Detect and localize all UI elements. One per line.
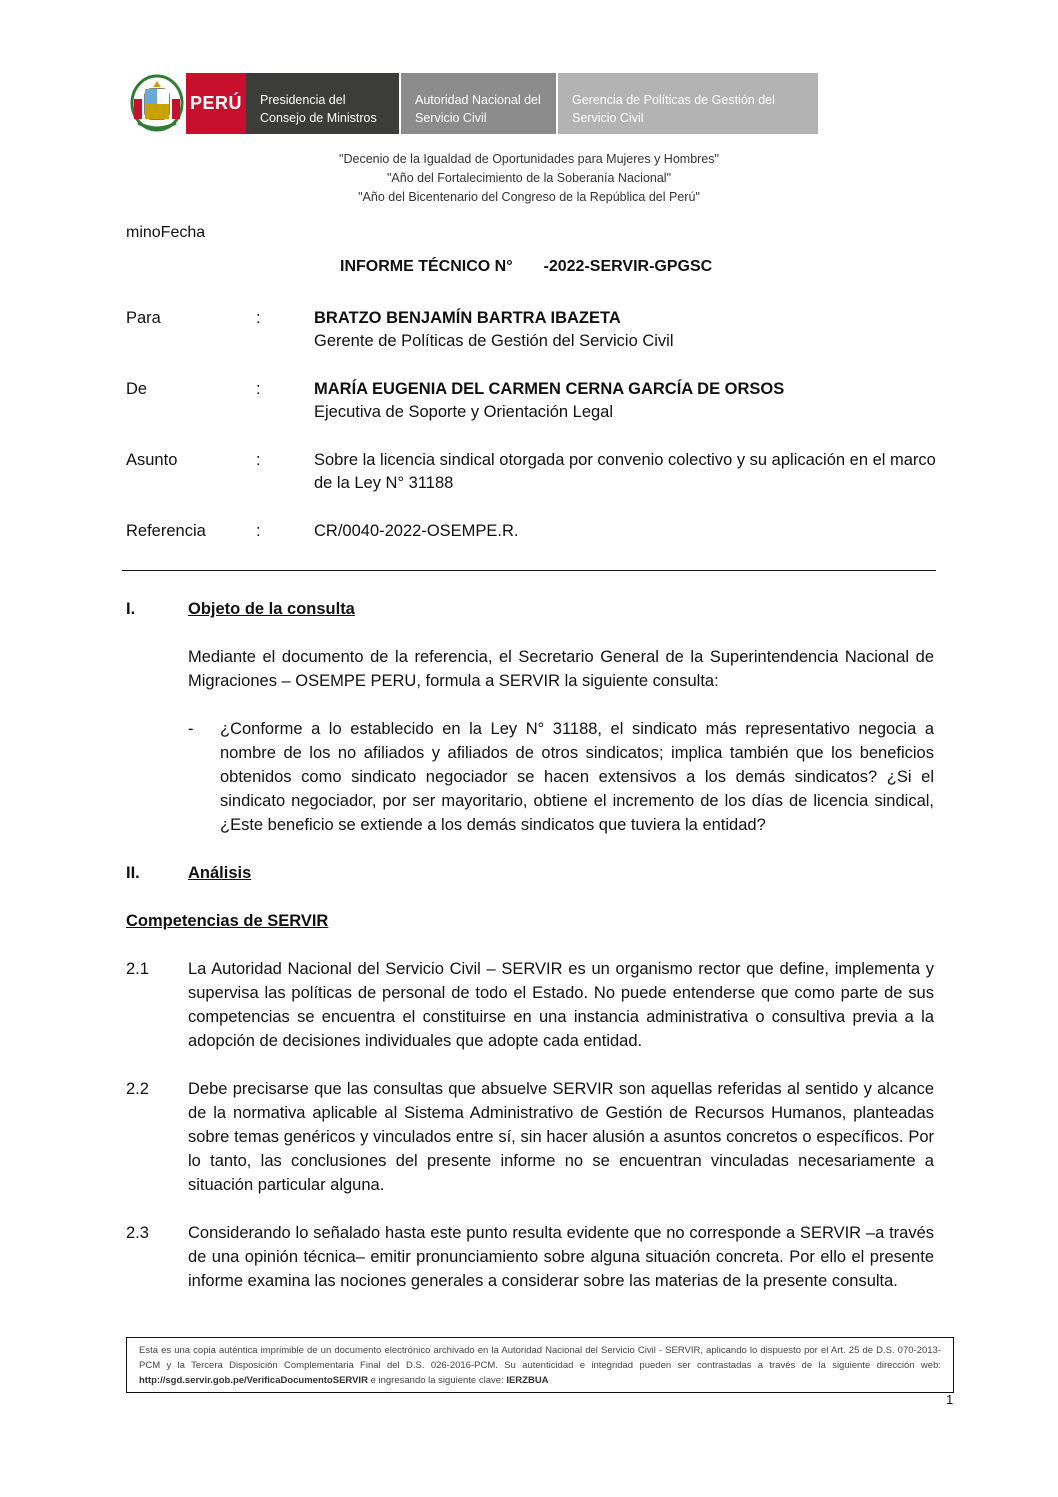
paragraph-number: 2.3 <box>126 1224 149 1242</box>
field-label: Referencia <box>126 522 206 540</box>
horizontal-divider <box>122 570 936 571</box>
paragraph-number: 2.1 <box>126 960 149 978</box>
institutional-header <box>128 73 818 134</box>
notice-text-middle: e ingresando la siguiente clave: <box>367 1375 507 1386</box>
decenio-block <box>0 150 1058 207</box>
paragraph-2-1 <box>126 957 934 1053</box>
header-gerencia: Gerencia de Políticas de Gestión del Servicio Civil <box>558 73 818 134</box>
report-title <box>340 258 712 276</box>
memo-fields <box>126 307 936 568</box>
consulta-intro: Mediante el documento de la referencia, el Secretario General de la Superintendencia Nacional de Migraciones – OSEMPE PERU, formula a SERVIR la siguiente consulta: <box>188 648 934 690</box>
recipient-name: BRATZO BENJAMÍN BARTRA IBAZETA <box>314 309 621 327</box>
paragraph-number: 2.2 <box>126 1080 149 1098</box>
field-asunto <box>126 449 936 495</box>
paragraph-text: Considerando lo señalado hasta este punto resulta evidente que no corresponde a SERVIR –a través de una opinión técnica– emitir pronunciamiento sobre alguna situación concreta. Por ello el presente informe examina las nociones generales a considerar sobre las materias de la presente consulta. <box>188 1224 934 1290</box>
section-title: Análisis <box>188 864 252 882</box>
subject-text: Sobre la licencia sindical otorgada por convenio colectivo y su aplicación en el marco de la Ley N° 31188 <box>314 451 936 492</box>
year-line: "Año del Fortalecimiento de la Soberanía Nacional" <box>386 171 672 185</box>
section-2-heading <box>126 861 934 885</box>
sender-role: Ejecutiva de Soporte y Orientación Legal <box>314 403 614 421</box>
verification-key: IERZBUA <box>506 1375 549 1386</box>
bullet-dash: - <box>188 720 194 738</box>
section-title: Objeto de la consulta <box>188 600 355 618</box>
field-colon: : <box>256 451 261 469</box>
coat-of-arms-logo <box>128 73 186 134</box>
paragraph-text: Debe precisarse que las consultas que absuelve SERVIR son aquellas referidas al sentido y alcance de la normativa aplicable al Sistema Administrativo de Gestión de Recursos Humanos, planteadas sobre temas genéricos y vinculados entre sí, sin hacer alusión a asuntos concretos o específicos. Por lo tanto, las conclusiones del presente informe no se encuentran vinculadas necesariamente a situación particular alguna. <box>188 1080 934 1194</box>
paragraph-text: La Autoridad Nacional del Servicio Civil – SERVIR es un organismo rector que define, implementa y supervisa las políticas de personal de todo el Estado. No puede entenderse que como parte de sus competencias se encuentra el constituirse en una instancia administrativa o consultiva previa a la adopción de decisiones individuales que adopte cada entidad. <box>188 960 934 1050</box>
peru-brand-logo: PERÚ <box>186 73 246 134</box>
sender-name: MARÍA EUGENIA DEL CARMEN CERNA GARCÍA DE ORSOS <box>314 380 785 398</box>
field-label: Para <box>126 309 161 327</box>
decenio-line: "Decenio de la Igualdad de Oportunidades para Mujeres y Hombres" <box>339 152 719 166</box>
report-title-prefix: INFORME TÉCNICO N° <box>340 258 513 275</box>
header-pcm: Presidencia del Consejo de Ministros <box>246 73 399 134</box>
page-number: 1 <box>946 1392 954 1407</box>
field-colon: : <box>256 522 261 540</box>
verification-link[interactable]: http://sgd.servir.gob.pe/VerificaDocumentoSERVIR <box>139 1375 368 1386</box>
field-label: De <box>126 380 148 398</box>
recipient-role: Gerente de Políticas de Gestión del Servicio Civil <box>314 332 674 350</box>
section-number: II. <box>126 864 140 882</box>
paragraph-2-2 <box>126 1077 934 1197</box>
reference-text: CR/0040-2022-OSEMPE.R. <box>314 522 519 540</box>
header-servir: Autoridad Nacional del Servicio Civil <box>401 73 556 134</box>
bicentenario-line: "Año del Bicentenario del Congreso de la República del Perú" <box>358 190 700 204</box>
field-label: Asunto <box>126 451 178 469</box>
field-referencia <box>126 520 936 543</box>
section-1-heading <box>126 597 934 621</box>
field-de <box>126 378 936 424</box>
consulta-bullet <box>188 717 934 837</box>
authenticity-notice <box>126 1337 954 1393</box>
consulta-question: ¿Conforme a lo establecido en la Ley N° 31188, el sindicato más representativo negocia a nombre de los no afiliados y afiliados de otros sindicatos; implica también que los beneficios obtenidos como sindicato negociador se hacen extensivos a los demás sindicatos? ¿Si el sindicato negociador, por ser mayoritario, obtiene el incremento de los días de licencia sindical, ¿Este beneficio se extiende a los demás sindicatos que tuviera la entidad? <box>220 720 934 834</box>
date-field: minoFecha <box>126 224 206 241</box>
field-colon: : <box>256 380 261 398</box>
paragraph-2-3 <box>126 1221 934 1293</box>
subheading-competencias: Competencias de SERVIR <box>126 912 329 930</box>
field-colon: : <box>256 309 261 327</box>
notice-text: Esta es una copia auténtica imprimible de un documento electrónico archivado en la Autoridad Nacional del Servicio Civil - SERVIR, aplicando lo dispuesto por el Art. 25 de D.S. 070-2013-PCM y la Tercera Disposición Complementaria Final del D.S. 026-2016-PCM. Su autenticidad e integridad pueden ser contrastadas a través de la siguiente dirección web: <box>139 1345 941 1371</box>
report-title-suffix: -2022-SERVIR-GPGSC <box>543 258 713 275</box>
report-body <box>126 597 934 1293</box>
field-para <box>126 307 936 353</box>
section-number: I. <box>126 600 136 618</box>
